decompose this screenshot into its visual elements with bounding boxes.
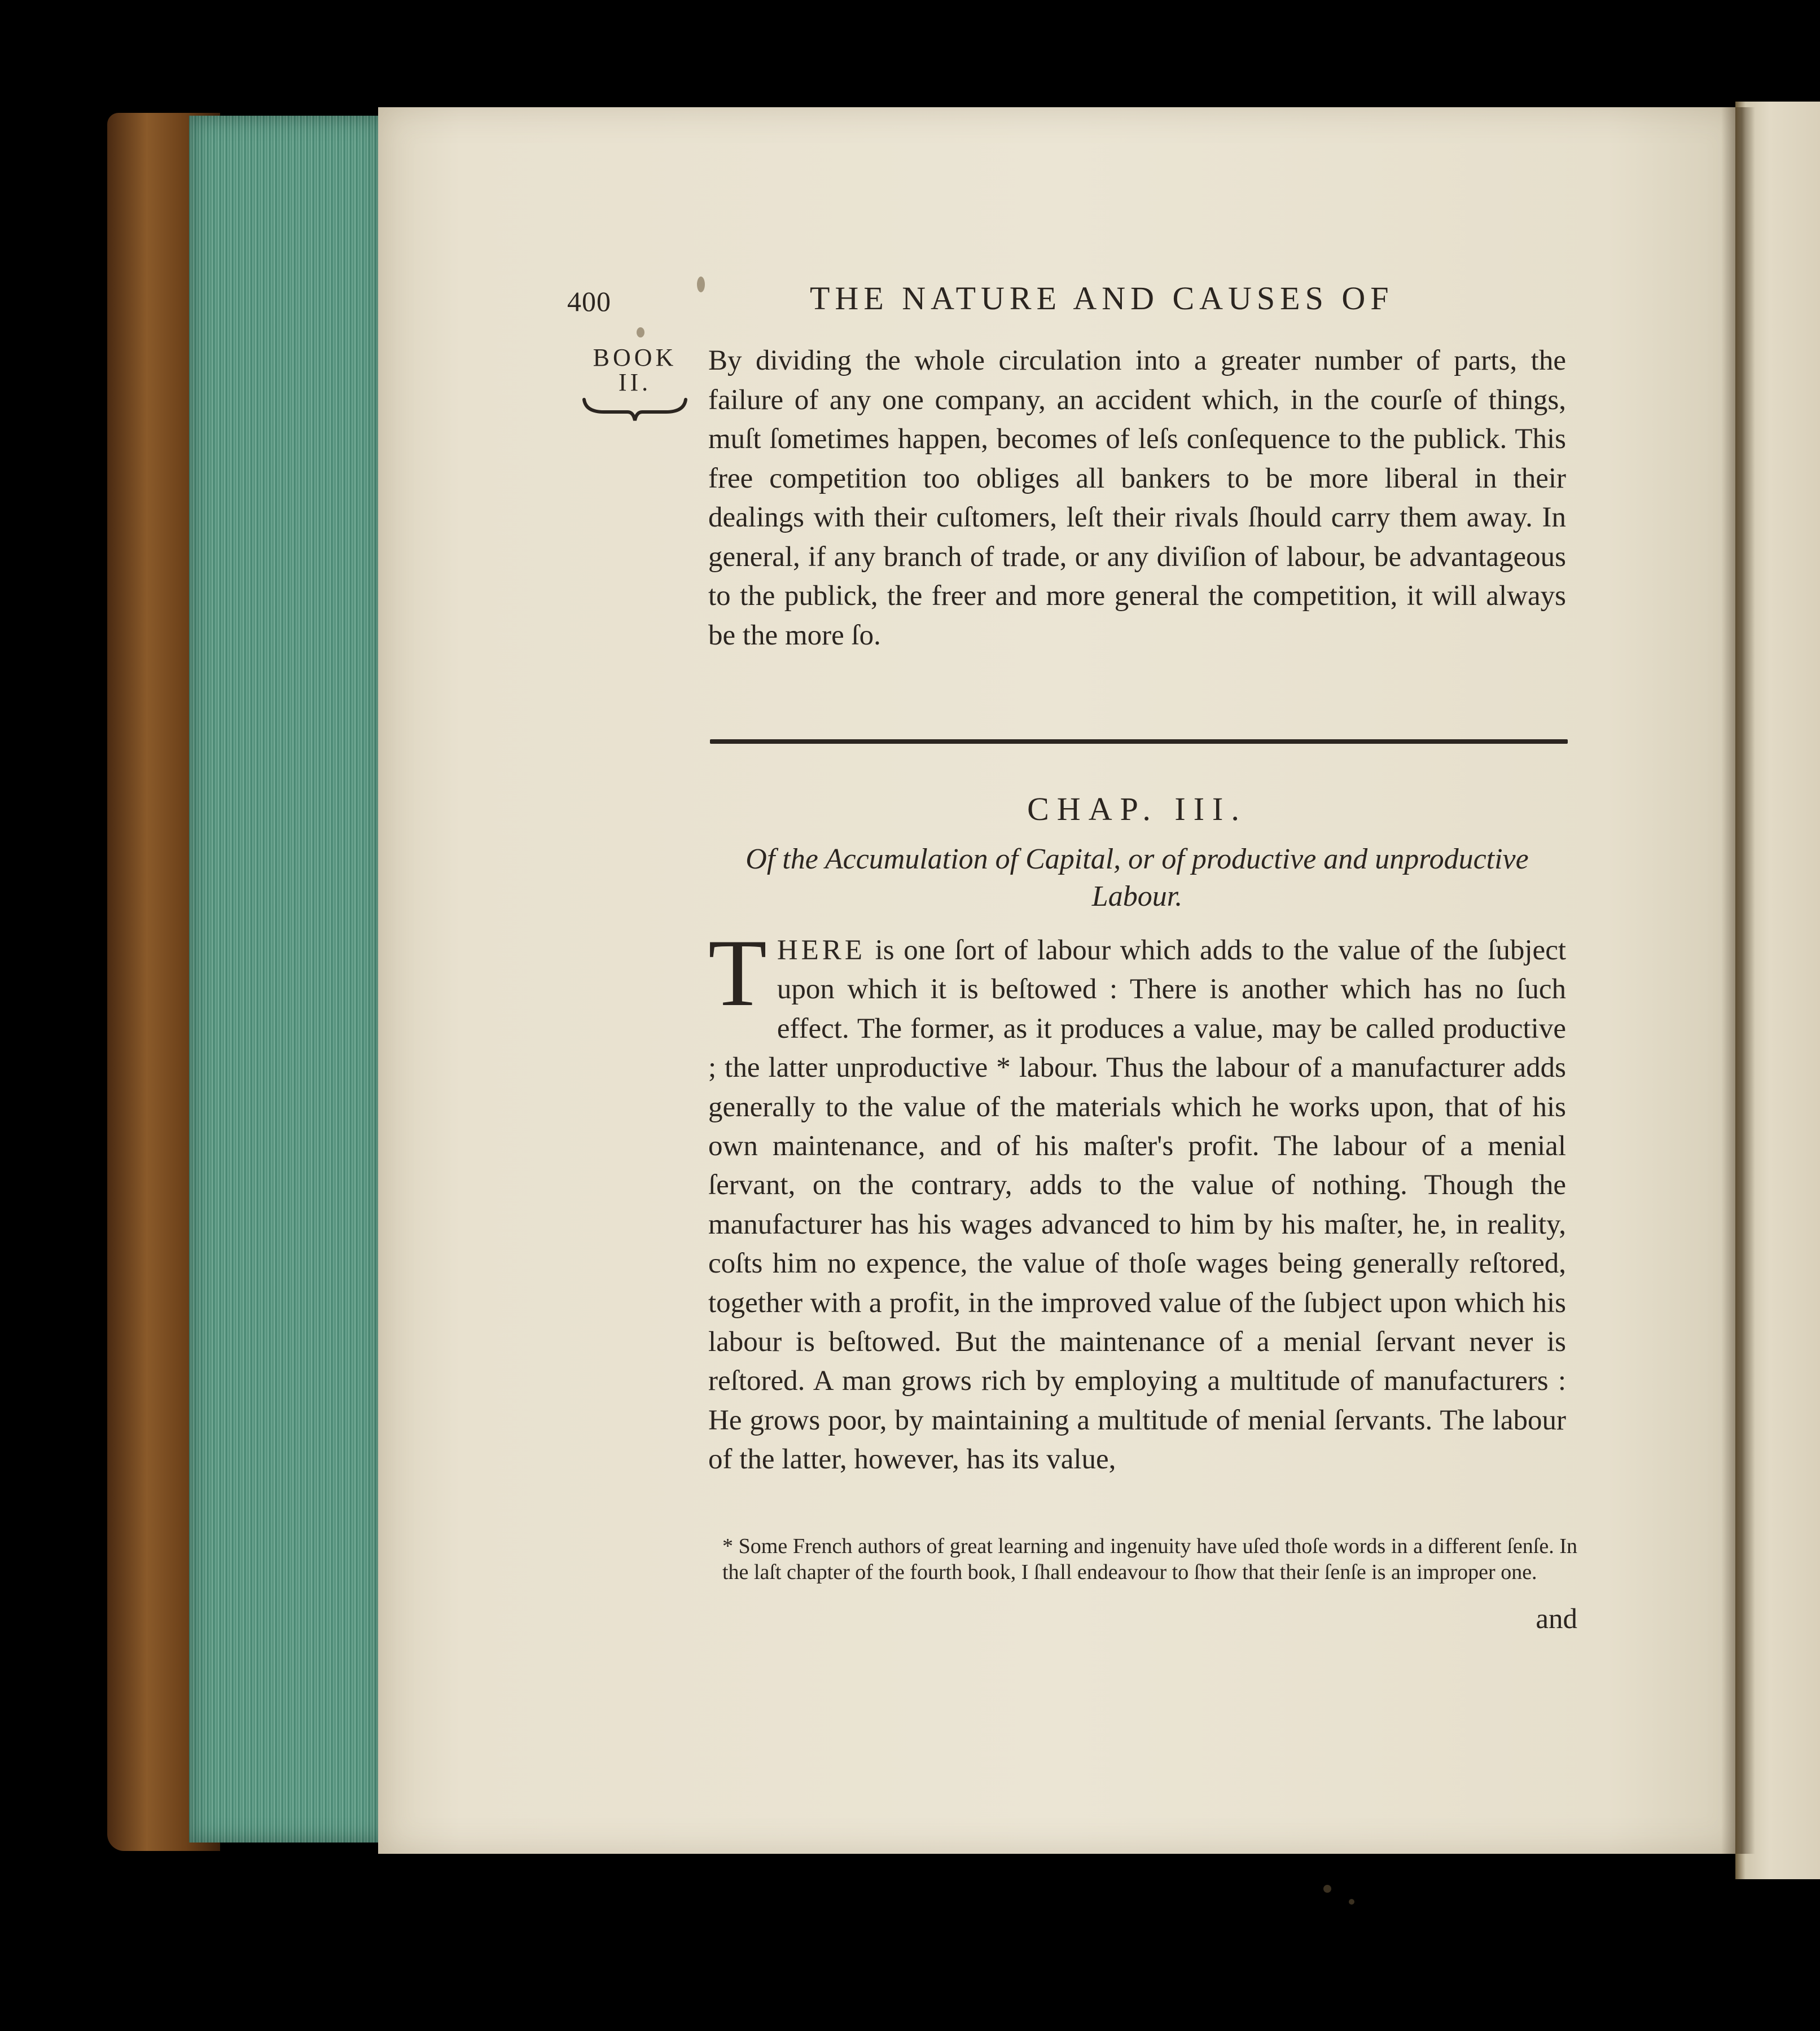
foxing-spot <box>1349 1899 1354 1905</box>
gutter-shadow <box>1721 107 1755 1854</box>
paragraph-2-text: is one ſort of labour which adds to the value of the ſubject upon which it is beſtowed : There is another which has no ſuch effect. The former, as it produces a value, may be called productive ; the latter unproductive * labour. Thus the labour of a manufacturer adds generally to the value of the materials which he works upon, that of his own maintenance, and of his maſter's profit. The labour of a menial ſervant, on the contrary, adds to the value of nothing. Though the manufacturer has his wages advanced to him by his maſter, he, in reality, coſts him no expence, the value of thoſe wages being generally reſtored, together with a profit, in the improved value of the ſubject upon which his labour is beſtowed. But the maintenance of a menial ſervant never is reſtored. A man grows rich by employing a multitude of manufacturers : He grows poor, by maintaining a multitude of menial ſervants. The labour of the latter, however, has its value, <box>708 935 1566 1476</box>
paragraph-1: By dividing the whole circulation into a greater number of parts, the failure of any one company, an accident which, in the courſe of things, muſt ſometimes happen, becomes of leſs conſequence to the publick. This free competition too obliges all bankers to be more liberal in their dealings with their cuſtomers, leſt their rivals ſhould carry them away. In general, if any branch of trade, or any diviſion of labour, be advantageous to the publick, the freer and more general the competition, it will always be the more ſo. <box>708 345 1566 651</box>
chapter-title: Of the Accumulation of Capital, or of productive and unproductive Labour. <box>745 843 1529 913</box>
page-number: 400 <box>567 286 611 317</box>
book-label: BOOK <box>593 344 677 371</box>
chapter-heading: CHAP. III. <box>1027 791 1247 827</box>
brace-icon <box>581 395 688 423</box>
book-number: II. <box>618 369 652 396</box>
foxing-spot <box>1323 1885 1331 1893</box>
foxing-spot <box>697 277 705 292</box>
paragraph-2 <box>708 920 1566 1480</box>
footnote: * Some French authors of great learning and ingenuity have uſed thoſe words in a different ſenſe. In the laſt chapter of the fourth book, I ſhall endeavour to ſhow that their ſenſe is an improper one. <box>722 1534 1577 1584</box>
drop-cap: T <box>708 920 767 1026</box>
catchword: and <box>1536 1603 1577 1635</box>
running-head: THE NATURE AND CAUSES OF <box>810 280 1394 317</box>
foxing-spot <box>637 327 644 337</box>
first-word: HERE <box>777 935 866 966</box>
page-edges <box>189 116 384 1843</box>
section-rule <box>710 739 1568 744</box>
book-margin-note <box>584 345 686 395</box>
